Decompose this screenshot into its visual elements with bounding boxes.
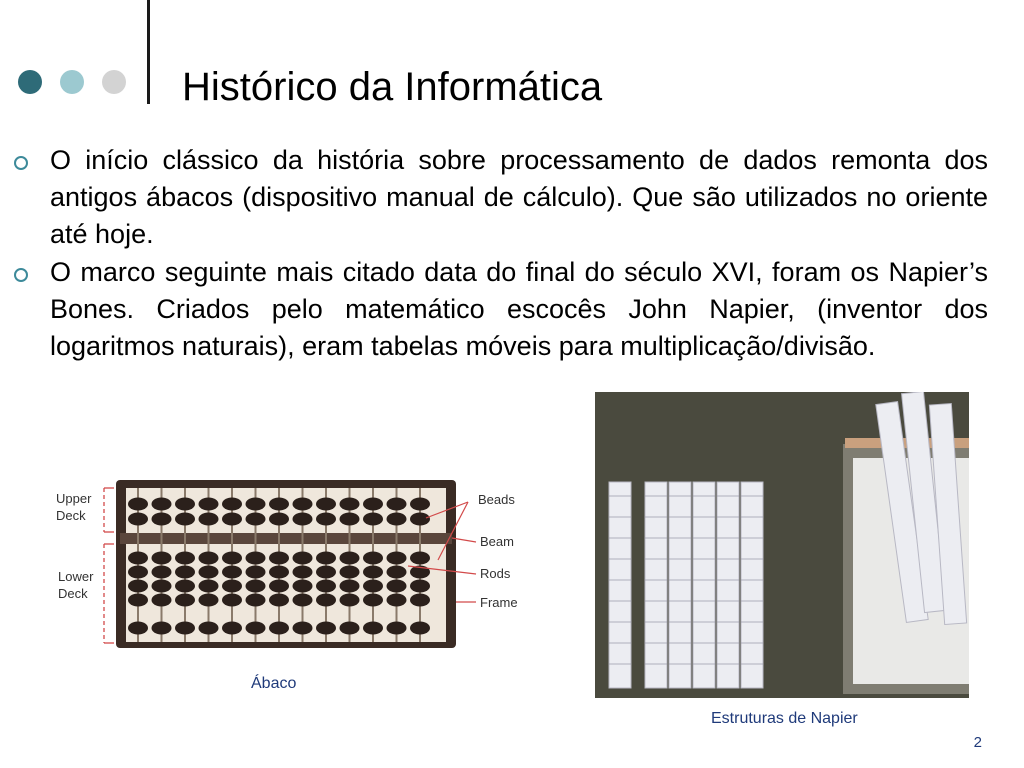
abacus-bead	[269, 498, 289, 511]
abacus-bead	[128, 566, 148, 579]
bullet-ring-icon	[14, 156, 28, 170]
abacus-bead	[152, 513, 172, 526]
abacus-bead	[246, 552, 266, 565]
abacus-figure	[48, 478, 528, 653]
abacus-bead	[293, 498, 313, 511]
napier-rod	[717, 482, 739, 688]
abacus-bead	[363, 513, 383, 526]
abacus-bead	[363, 622, 383, 635]
bullet-text: O marco seguinte mais citado data do final do século XVI, foram os Napier’s Bones. Criados pelo matemático escocês John Napier, (inventor dos logaritmos naturais), eram tabelas móveis para multiplicação/divisão.	[50, 257, 988, 361]
abacus-bead	[246, 513, 266, 526]
abacus-bead	[269, 566, 289, 579]
abacus-bead	[293, 552, 313, 565]
abacus-bead	[410, 580, 430, 593]
abacus-bead	[387, 513, 407, 526]
bullet-ring-icon	[14, 268, 28, 282]
abacus-bead	[152, 580, 172, 593]
abacus-bead	[199, 580, 219, 593]
abacus-bead	[387, 552, 407, 565]
napier-bones-illustration	[595, 392, 969, 698]
abacus-bead	[410, 498, 430, 511]
abacus-bead	[387, 622, 407, 635]
abacus-illustration	[48, 478, 528, 653]
abacus-bead	[410, 552, 430, 565]
napier-rod	[669, 482, 691, 688]
abacus-bead	[246, 566, 266, 579]
abacus-bead	[293, 566, 313, 579]
abacus-label-lower: Lower	[58, 569, 94, 584]
abacus-bead	[269, 552, 289, 565]
abacus-label-frame: Frame	[480, 595, 518, 610]
abacus-bead	[175, 580, 195, 593]
abacus-bead	[269, 622, 289, 635]
abacus-bead	[293, 594, 313, 607]
abacus-bead	[152, 552, 172, 565]
abacus-label-upper: Upper	[56, 491, 92, 506]
abacus-bead	[246, 622, 266, 635]
abacus-bead	[246, 498, 266, 511]
abacus-bead	[222, 513, 242, 526]
abacus-bead	[152, 594, 172, 607]
abacus-bead	[316, 513, 336, 526]
abacus-bead	[175, 622, 195, 635]
abacus-bead	[128, 594, 148, 607]
abacus-bead	[222, 566, 242, 579]
napier-rod	[609, 482, 631, 688]
abacus-bead	[269, 513, 289, 526]
header-decoration-dots	[18, 70, 138, 96]
abacus-bead	[316, 566, 336, 579]
abacus-bead	[199, 552, 219, 565]
napier-bones-photo	[595, 392, 969, 698]
abacus-label-beam: Beam	[480, 534, 514, 549]
abacus-label-deck: Deck	[58, 586, 88, 601]
abacus-label-beads: Beads	[478, 492, 515, 507]
abacus-bead	[199, 513, 219, 526]
dot-light-icon	[102, 70, 126, 94]
napier-rod	[693, 482, 715, 688]
abacus-bead	[316, 580, 336, 593]
abacus-bead	[316, 498, 336, 511]
abacus-bead	[340, 513, 360, 526]
abacus-bead	[175, 552, 195, 565]
abacus-bead	[175, 513, 195, 526]
abacus-bead	[269, 580, 289, 593]
napier-rod	[645, 482, 667, 688]
abacus-label-deck: Deck	[56, 508, 86, 523]
bullet-item	[14, 142, 988, 254]
napier-rod	[741, 482, 763, 688]
abacus-bead	[316, 622, 336, 635]
dot-dark-icon	[18, 70, 42, 94]
abacus-bead	[152, 622, 172, 635]
abacus-bead	[316, 594, 336, 607]
abacus-bead	[269, 594, 289, 607]
abacus-bead	[199, 594, 219, 607]
abacus-bead	[340, 552, 360, 565]
bullet-list	[14, 142, 988, 365]
abacus-bead	[363, 498, 383, 511]
abacus-bead	[293, 513, 313, 526]
abacus-bead	[175, 566, 195, 579]
bullet-item	[14, 254, 988, 365]
abacus-bead	[128, 622, 148, 635]
abacus-bead	[128, 498, 148, 511]
abacus-bead	[152, 498, 172, 511]
abacus-bead	[387, 498, 407, 511]
abacus-bead	[246, 594, 266, 607]
abacus-bead	[340, 622, 360, 635]
abacus-bead	[340, 594, 360, 607]
abacus-bead	[340, 498, 360, 511]
abacus-bead	[199, 498, 219, 511]
page-number: 2	[973, 734, 982, 751]
abacus-bead	[410, 622, 430, 635]
header-divider	[147, 0, 150, 104]
abacus-bead	[293, 622, 313, 635]
napier-caption: Estruturas de Napier	[711, 710, 858, 727]
abacus-bead	[340, 566, 360, 579]
abacus-bead	[410, 513, 430, 526]
abacus-bead	[222, 580, 242, 593]
bullet-text: O início clássico da história sobre processamento de dados remonta dos antigos ábacos (dispositivo manual de cálculo). Que são utilizados no oriente até hoje.	[50, 145, 988, 249]
abacus-bead	[175, 594, 195, 607]
abacus-label-rods: Rods	[480, 566, 511, 581]
abacus-bead	[152, 566, 172, 579]
abacus-bead	[222, 622, 242, 635]
slide-title: Histórico da Informática	[182, 65, 603, 109]
abacus-bead	[246, 580, 266, 593]
abacus-bead	[222, 594, 242, 607]
abacus-bead	[222, 498, 242, 511]
abacus-bead	[128, 513, 148, 526]
abacus-bead	[363, 552, 383, 565]
abacus-bead	[387, 594, 407, 607]
abacus-bead	[293, 580, 313, 593]
abacus-bead	[199, 622, 219, 635]
abacus-bead	[340, 580, 360, 593]
abacus-bead	[316, 552, 336, 565]
abacus-bead	[387, 580, 407, 593]
abacus-bead	[199, 566, 219, 579]
abacus-bead	[128, 580, 148, 593]
abacus-bead	[363, 566, 383, 579]
dot-mid-icon	[60, 70, 84, 94]
abacus-caption: Ábaco	[251, 675, 297, 692]
abacus-bead	[387, 566, 407, 579]
abacus-bead	[175, 498, 195, 511]
abacus-bead	[363, 594, 383, 607]
abacus-bead	[363, 580, 383, 593]
abacus-bead	[222, 552, 242, 565]
abacus-bead	[128, 552, 148, 565]
abacus-bead	[410, 594, 430, 607]
